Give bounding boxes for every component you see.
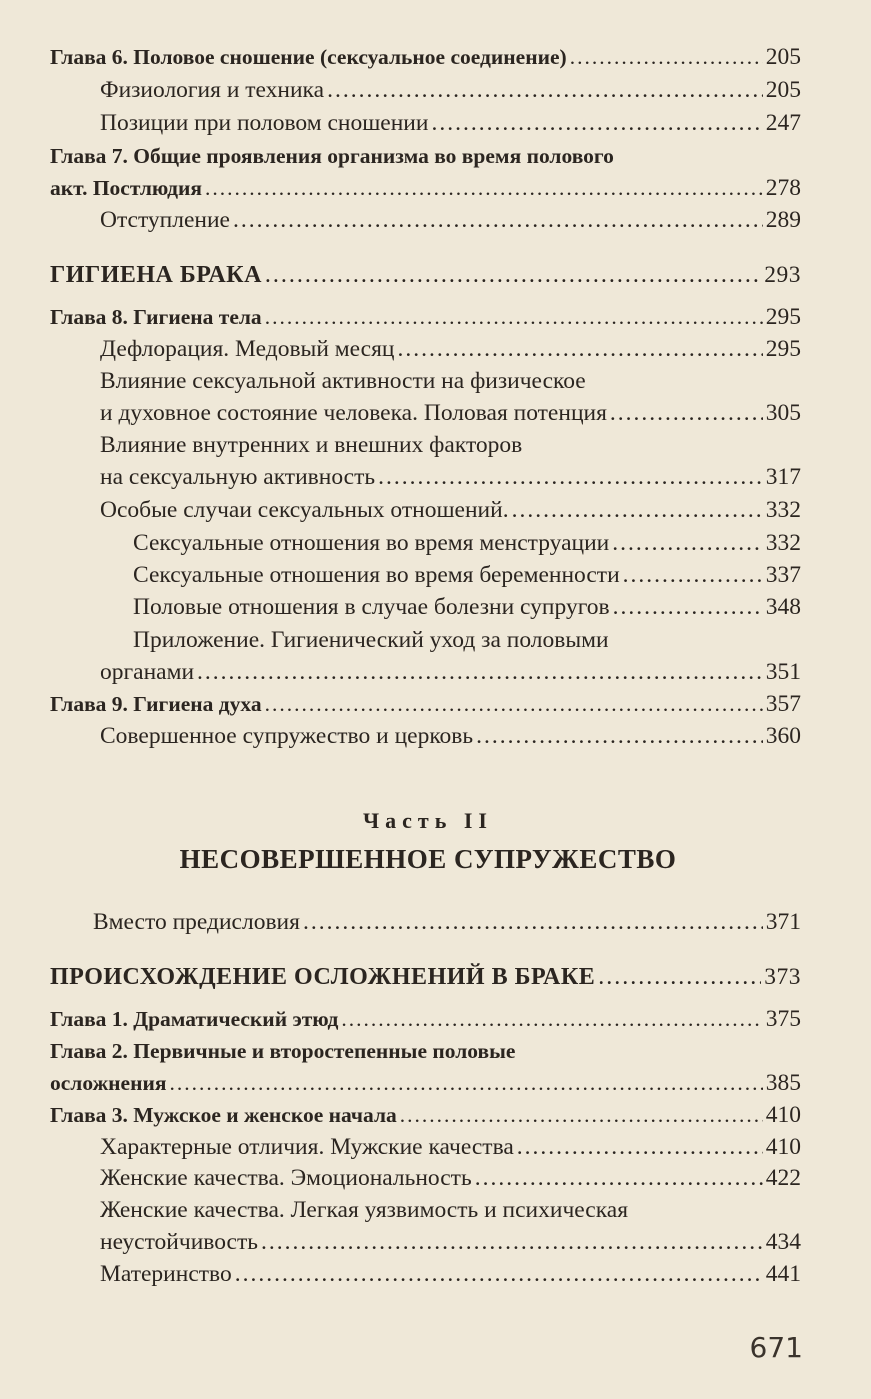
toc-entry-chapter-7-line1: Глава 7. Общие проявления организма во время полового bbox=[50, 144, 614, 168]
toc-entry: Характерные отличия. Мужские качества ..... 410 bbox=[100, 1131, 801, 1163]
toc-entry: Дефлорация. Медовый месяц ..... 295 bbox=[100, 333, 801, 365]
toc-entry-line1: Приложение. Гигиенический уход за половыми bbox=[133, 627, 609, 653]
toc-entry-chapter-1: Глава 1. Драматический этюд ..... 375 bbox=[50, 1003, 801, 1035]
toc-entry-chapter-9: Глава 9. Гигиена духа ..... 357 bbox=[50, 688, 801, 720]
toc-entry-sub: Сексуальные отношения во время беременности ..... 337 bbox=[133, 559, 801, 591]
toc-entry-chapter-2: осложнения ..... 385 bbox=[50, 1067, 801, 1099]
toc-entry: Особые случаи сексуальных отношений. ..... 332 bbox=[100, 494, 801, 526]
toc-entry: Женские качества. Эмоциональность ..... 422 bbox=[100, 1162, 801, 1194]
toc-entry-chapter-2-line1: Глава 2. Первичные и второстепенные половые bbox=[50, 1039, 516, 1063]
toc-entry-chapter-6: Глава 6. Половое сношение (сексуальное соединение) ..... 205 bbox=[50, 41, 801, 73]
toc-entry: и духовное состояние человека. Половая потенция ..... 305 bbox=[100, 397, 801, 429]
part-number: Часть II bbox=[363, 808, 493, 833]
toc-entry-sub: Половые отношения в случае болезни супругов ..... 348 bbox=[133, 591, 801, 623]
toc-entry-line1: Влияние внутренних и внешних факторов bbox=[100, 432, 523, 458]
toc-entry-chapter-7: акт. Постлюдия ..... 278 bbox=[50, 172, 801, 204]
toc-entry: Позиции при половом сношении ..... 247 bbox=[100, 107, 801, 139]
page-number: 671 bbox=[749, 1331, 803, 1364]
toc-entry-line1: Женские качества. Легкая уязвимость и психическая bbox=[100, 1197, 629, 1223]
toc-entry-sub: Сексуальные отношения во время менструации ..... 332 bbox=[133, 527, 801, 559]
toc-entry: на сексуальную активность ..... 317 bbox=[100, 461, 801, 493]
toc-section-heading: ГИГИЕНА БРАКА ..... 293 bbox=[50, 259, 801, 291]
toc-entry: Физиология и техника ..... 205 bbox=[100, 74, 801, 106]
toc-entry-chapter-8: Глава 8. Гигиена тела ..... 295 bbox=[50, 301, 801, 333]
toc-entry: органами ..... 351 bbox=[100, 656, 801, 688]
part-title: НЕСОВЕРШЕННОЕ СУПРУЖЕСТВО bbox=[179, 844, 677, 874]
toc-entry: неустойчивость ..... 434 bbox=[100, 1226, 801, 1258]
toc-entry-chapter-3: Глава 3. Мужское и женское начала ..... 410 bbox=[50, 1099, 801, 1131]
toc-entry: Материнство ..... 441 bbox=[100, 1258, 801, 1290]
toc-section-heading: ПРОИСХОЖДЕНИЕ ОСЛОЖНЕНИЙ В БРАКЕ ..... 373 bbox=[50, 961, 801, 993]
toc-entry: Вместо предисловия ..... 371 bbox=[93, 906, 801, 938]
toc-entry: Совершенное супружество и церковь ..... 360 bbox=[100, 720, 801, 752]
toc-entry-line1: Влияние сексуальной активности на физическое bbox=[100, 368, 586, 394]
toc-entry: Отступление ..... 289 bbox=[100, 204, 801, 236]
